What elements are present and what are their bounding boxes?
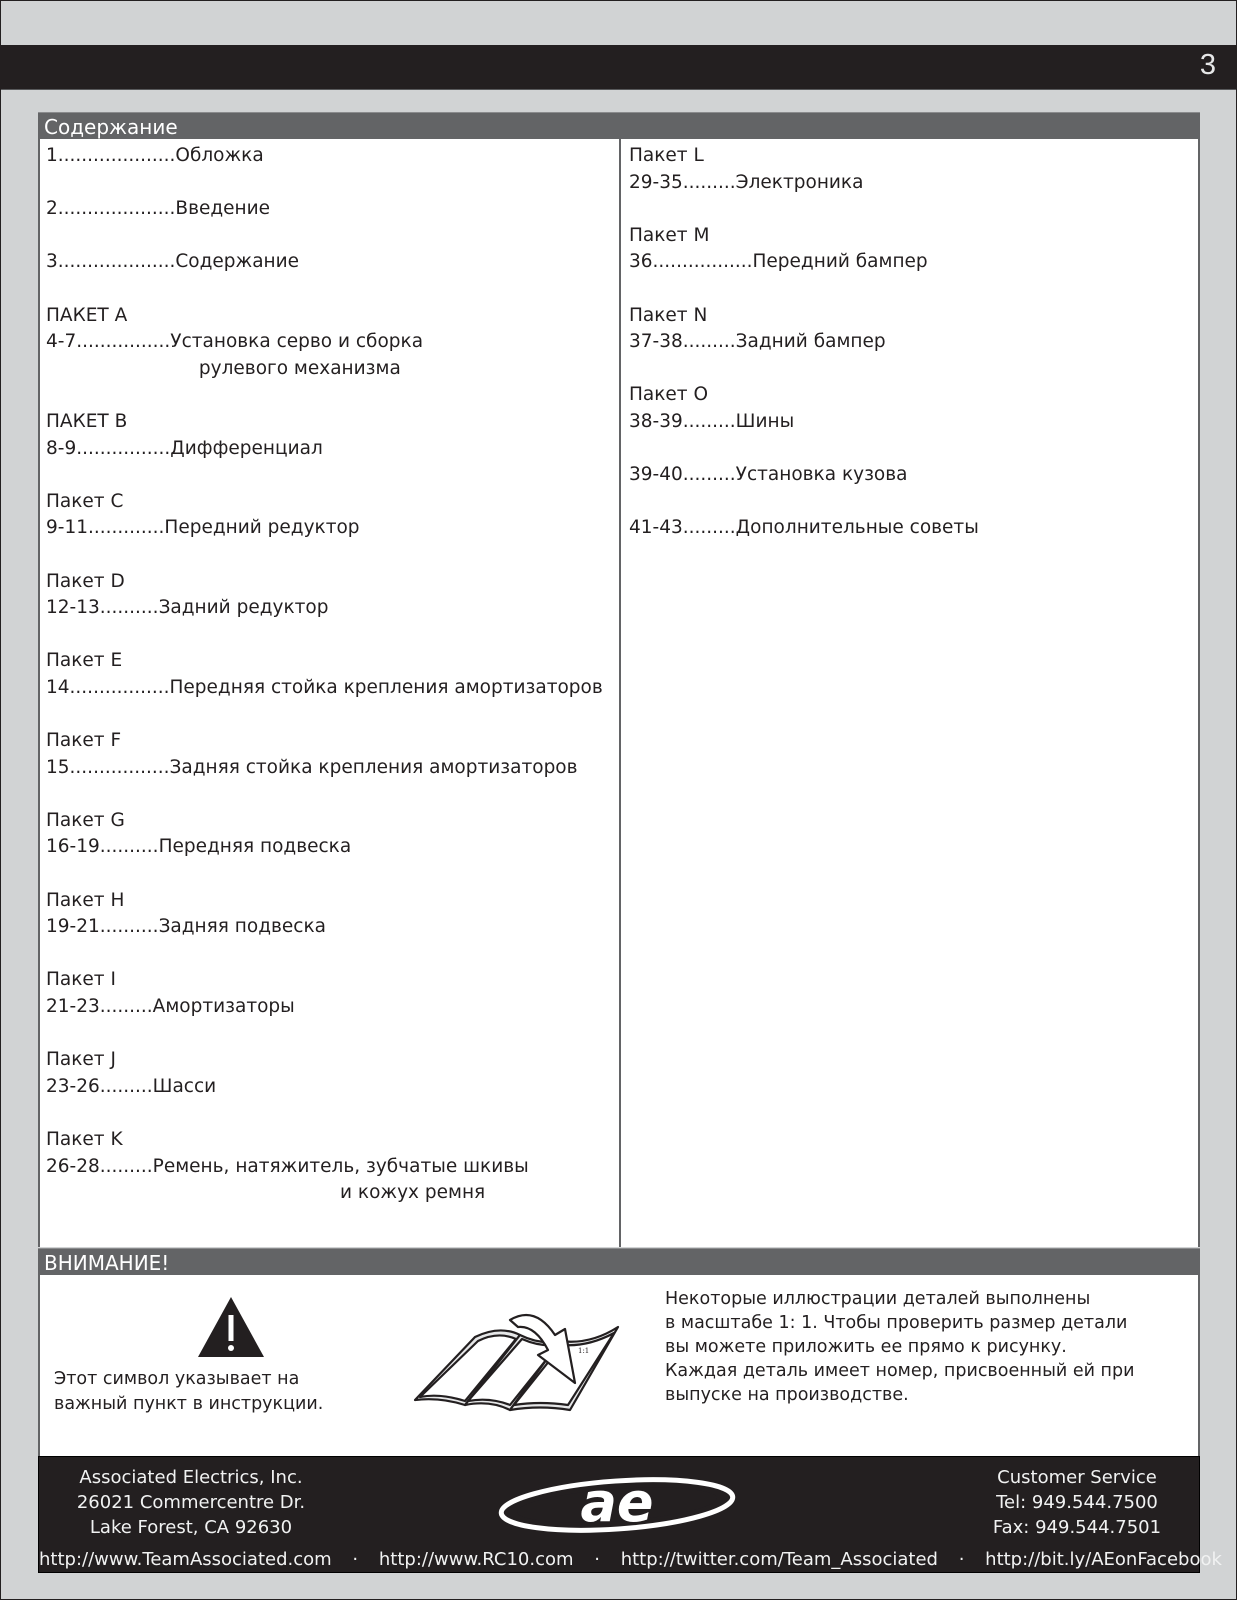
toc-entry: 37-38.........Задний бампер xyxy=(629,331,886,353)
toc-spacer xyxy=(629,489,1189,516)
toc-entry: Пакет C xyxy=(46,490,124,512)
scale-note-line: Каждая деталь имеет номер, присвоенный ей при xyxy=(665,1361,1135,1381)
toc-entry: 9-11.............Передний редуктор xyxy=(46,517,360,539)
toc-entry: Пакет I xyxy=(46,969,116,991)
toc-spacer xyxy=(46,1100,606,1127)
toc-entry: 19-21..........Задняя подвеска xyxy=(46,916,326,938)
scale-note xyxy=(665,1287,1165,1407)
toc-entry: 15.................Задняя стойка крепления амортизаторов xyxy=(46,756,578,778)
scale-note-line: выпуске на производстве. xyxy=(665,1385,909,1405)
scale-note-line: вы можете приложить ее прямо к рисунку. xyxy=(665,1337,1067,1357)
fax-number: Fax: 949.544.7501 xyxy=(992,1517,1162,1538)
toc-entry: 26-28.........Ремень, натяжитель, зубчатые шкивы xyxy=(46,1155,529,1177)
toc-entry: ПАКЕТ B xyxy=(46,410,128,432)
warning-symbol-text-line: Этот символ указывает на xyxy=(54,1369,300,1389)
warning-symbol-description xyxy=(54,1367,374,1416)
link-facebook[interactable]: http://bit.ly/AEonFacebook xyxy=(985,1549,1222,1570)
toc-spacer xyxy=(46,861,606,888)
table-of-contents xyxy=(38,139,1200,1247)
toc-entry: 1....................Обложка xyxy=(46,145,264,166)
toc-entry: ПАКЕТ A xyxy=(46,304,128,326)
toc-entry: Пакет E xyxy=(46,650,123,672)
toc-entry: Пакет N xyxy=(629,304,708,326)
toc-spacer xyxy=(46,170,606,197)
toc-entry: Пакет H xyxy=(46,889,125,911)
toc-entry: 12-13..........Задний редуктор xyxy=(46,597,329,619)
header-bar xyxy=(1,45,1236,90)
company-name: Associated Electrics, Inc. xyxy=(79,1467,303,1488)
toc-entry: Пакет J xyxy=(46,1049,116,1071)
toc-entry: Пакет K xyxy=(46,1128,123,1150)
toc-entry: Пакет D xyxy=(46,570,125,592)
toc-entry: 14.................Передняя стойка крепления амортизаторов xyxy=(46,676,603,698)
scale-note-line: Некоторые иллюстрации деталей выполнены xyxy=(665,1289,1091,1309)
warning-title: ВНИМАНИЕ! xyxy=(38,1248,1200,1275)
warning-triangle-icon xyxy=(198,1297,264,1357)
toc-entry: Пакет M xyxy=(629,224,710,246)
toc-entry: 3....................Содержание xyxy=(46,251,300,273)
toc-spacer xyxy=(629,356,1189,383)
link-separator: · xyxy=(958,1549,965,1570)
toc-entry: 16-19..........Передняя подвеска xyxy=(46,836,352,858)
book-scale-icon xyxy=(410,1305,620,1415)
link-separator: · xyxy=(352,1549,359,1570)
link-separator: · xyxy=(594,1549,600,1570)
toc-right-column xyxy=(629,143,1189,542)
footer xyxy=(38,1456,1222,1573)
column-divider xyxy=(619,139,621,1247)
toc-spacer xyxy=(46,542,606,569)
toc-entry: 29-35.........Электроника xyxy=(629,171,864,193)
toc-entry: Пакет O xyxy=(629,384,709,406)
toc-entry: 8-9................Дифференциал xyxy=(46,437,323,459)
toc-spacer xyxy=(46,941,606,968)
toc-entry: 4-7................Установка серво и сборка xyxy=(46,331,424,353)
company-street: 26021 Commercentre Dr. xyxy=(76,1492,306,1513)
toc-entry: 39-40.........Установка кузова xyxy=(629,464,908,486)
toc-entry: Пакет G xyxy=(46,809,125,831)
toc-entry: 23-26.........Шасси xyxy=(46,1075,217,1097)
toc-entry: 41-43.........Дополнительные советы xyxy=(629,517,979,539)
toc-spacer xyxy=(46,781,606,808)
toc-left-column xyxy=(46,143,606,1207)
toc-entry: 2....................Введение xyxy=(46,198,271,220)
toc-spacer xyxy=(46,276,606,303)
company-city: Lake Forest, CA 92630 xyxy=(89,1517,293,1538)
warning-symbol-text-line: важный пункт в инструкции. xyxy=(54,1393,324,1414)
toc-entry: рулевого механизма xyxy=(46,357,401,379)
footer-links xyxy=(39,1548,1222,1572)
toc-entry: 38-39.........Шины xyxy=(629,410,795,432)
scale-label: 1:1 xyxy=(578,1347,590,1355)
toc-spacer xyxy=(46,1021,606,1048)
toc-spacer xyxy=(46,382,606,409)
warning-section xyxy=(38,1275,1200,1456)
phone-number: Tel: 949.544.7500 xyxy=(996,1492,1158,1513)
toc-spacer xyxy=(46,462,606,489)
customer-service-title: Customer Service xyxy=(997,1467,1157,1488)
toc-entry: 36.................Передний бампер xyxy=(629,251,928,273)
toc-spacer xyxy=(629,436,1189,463)
toc-spacer xyxy=(46,701,606,728)
toc-entry: 21-23.........Амортизаторы xyxy=(46,996,295,1017)
toc-spacer xyxy=(46,223,606,250)
toc-spacer xyxy=(629,196,1189,223)
scale-note-line: в масштабе 1: 1. Чтобы проверить размер детали xyxy=(665,1313,1128,1333)
company-address xyxy=(61,1465,321,1540)
page-number: 3 xyxy=(1199,49,1216,81)
toc-entry: Пакет F xyxy=(46,730,122,752)
toc-entry: Пакет L xyxy=(629,145,704,166)
logo-text: ae xyxy=(580,1473,654,1534)
link-twitter[interactable]: http://twitter.com/Team_Associated xyxy=(620,1549,938,1570)
toc-entry: и кожух ремня xyxy=(46,1182,486,1204)
toc-spacer xyxy=(629,276,1189,303)
ae-logo-icon xyxy=(497,1473,737,1535)
toc-spacer xyxy=(46,622,606,649)
link-rc10[interactable]: http://www.RC10.com xyxy=(378,1549,574,1570)
toc-title: Содержание xyxy=(38,112,1200,139)
link-team-associated[interactable]: http://www.TeamAssociated.com xyxy=(39,1549,332,1570)
customer-service xyxy=(977,1465,1177,1540)
